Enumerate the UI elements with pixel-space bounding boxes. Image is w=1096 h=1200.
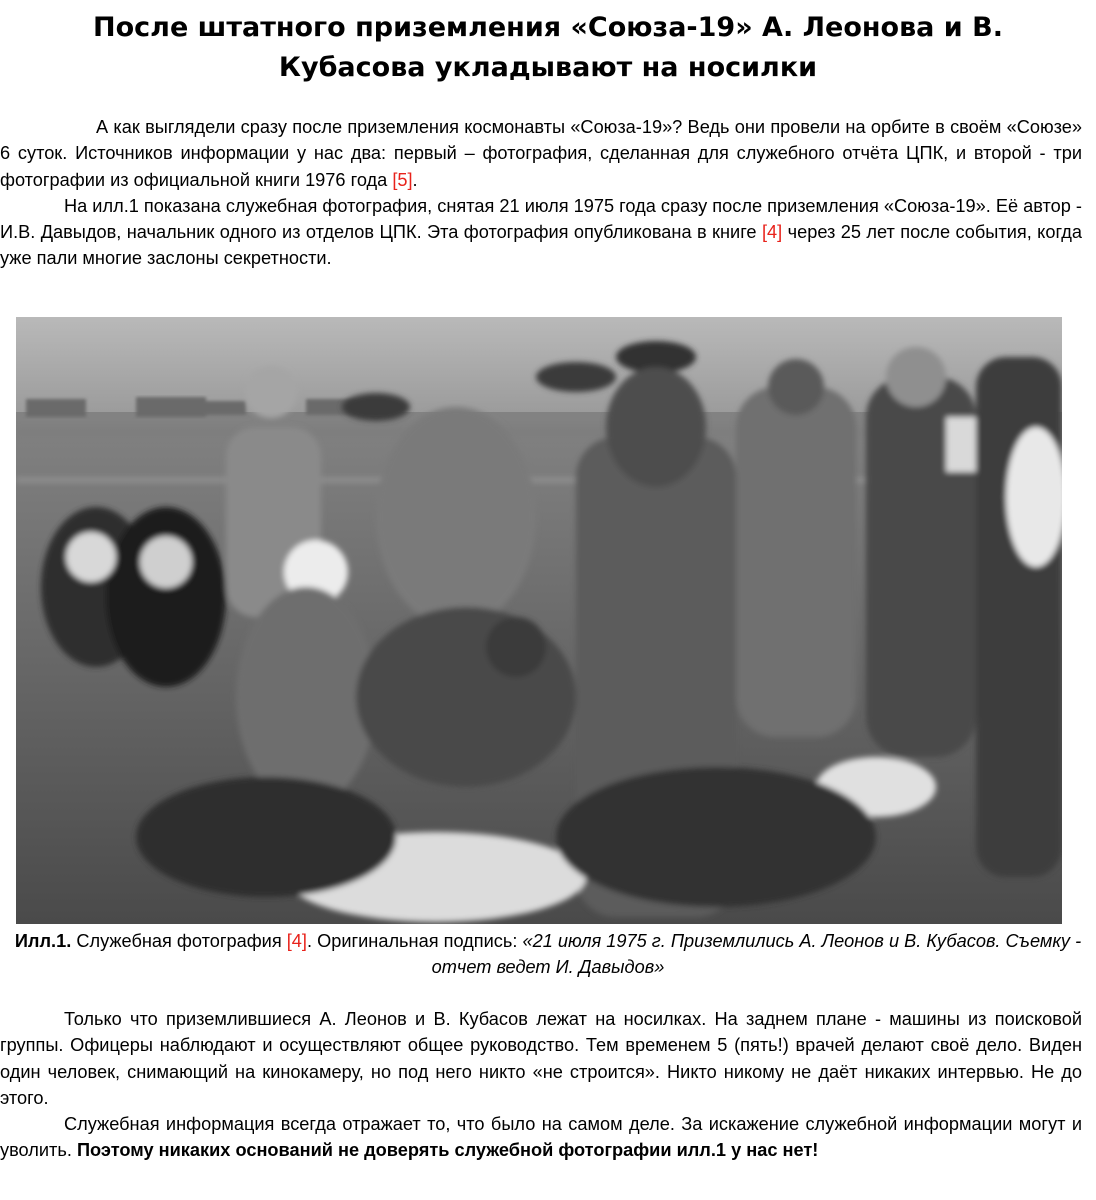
reference-link-4[interactable]: [4] <box>761 222 783 243</box>
figure-caption <box>0 928 1096 980</box>
paragraph-2-text: На илл.1 показана служебная фотография, снятая 21 июля 1975 года сразу после приземления «Союза-19». Её автор - И.В. Давыдов, начальник одного из отделов ЦПК. Эта фотография опубликована в книге <box>0 195 1082 243</box>
article-title: После штатного приземления «Союза-19» А. Леонова и В. Кубасова укладывают на носилки <box>93 12 1003 83</box>
body-text <box>0 1006 1082 1164</box>
paragraph-4-text: Служебная информация всегда отражает то, что было на самом деле. За искажение служебной информации могут и уволить. <box>0 1114 1082 1161</box>
paragraph-1-end: . <box>412 169 418 190</box>
caption-label: Илл.1. <box>14 931 72 951</box>
paragraph-2 <box>0 193 1082 272</box>
caption-mid: . Оригинальная подпись: <box>306 931 523 951</box>
soyuz-19-landing-photo <box>16 317 1062 924</box>
paragraph-3: Только что приземлившиеся А. Леонов и В. Кубасов лежат на носилках. На заднем плане - машины из поисковой группы. Офицеры наблюдают и осуществляют общее руководство. Тем временем 5 (пять!) врачей делают своё дело. Виден один человек, снимающий на кинокамеру, но под него никто «не строится». Никто никому не даёт никаких интервью. Не до этого. <box>0 1009 1082 1108</box>
caption-reference-link-4[interactable]: [4] <box>286 931 307 951</box>
intro-text <box>0 114 1082 272</box>
paragraph-1-text: А как выглядели сразу после приземления космонавты «Союза-19»? Ведь они провели на орбите в своём «Союзе» 6 суток. Источников информации у нас два: первый – фотография, сделанная для служебного отчёта ЦПК, и второй - три фотографии из официальной книги 1976 года <box>0 117 1082 190</box>
caption-text: Служебная фотография <box>71 931 287 951</box>
caption-quote: «21 июля 1975 г. Приземлились А. Леонов и В. Кубасов. Съемку - отчет ведет И. Давыдов» <box>431 931 1082 977</box>
reference-link-5[interactable]: [5] <box>392 169 413 190</box>
paragraph-4 <box>0 1111 1082 1164</box>
paragraph-4-bold-conclusion: Поэтому никаких оснований не доверять служебной фотографии илл.1 у нас нет! <box>76 1140 819 1161</box>
paragraph-1 <box>0 114 1082 193</box>
paragraph-2-end: через 25 лет после события, когда уже пали многие заслоны секретности. <box>0 222 1082 269</box>
photo-image <box>16 317 1062 924</box>
